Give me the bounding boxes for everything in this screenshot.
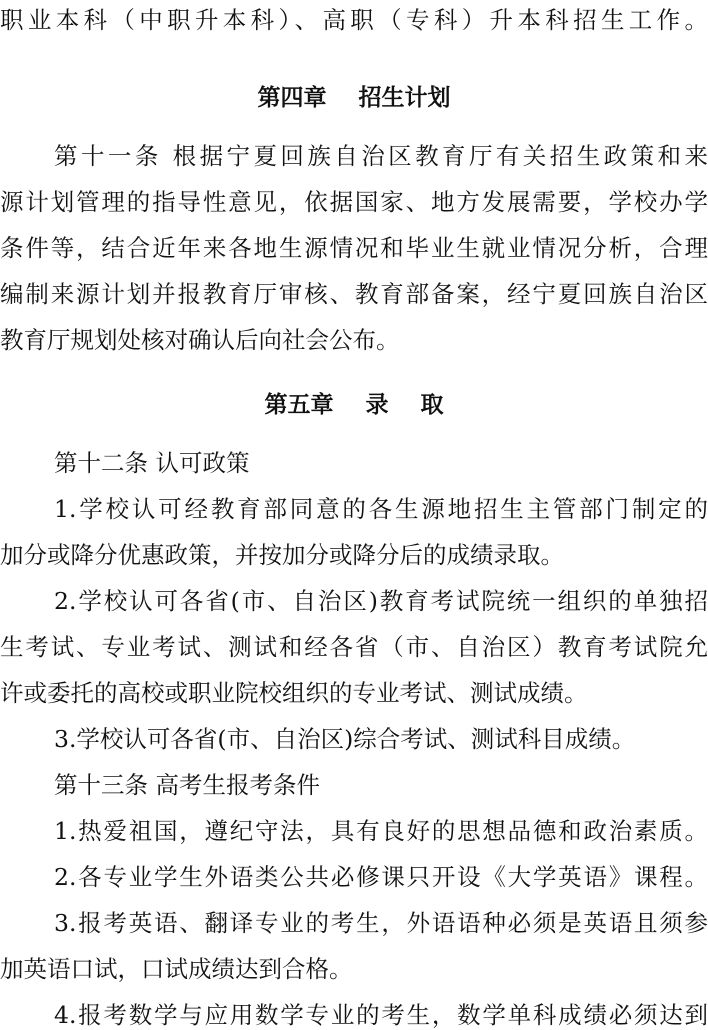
article-12-item-3: 3.学校认可各省(市、自治区)综合考试、测试科目成绩。 [54, 725, 636, 753]
chapter-5-title: 第五章 录 取 [264, 392, 444, 418]
article-12-item-2-line-1: 2.学校认可各省(市、自治区)教育考试院统一组织的单独招 [54, 587, 708, 615]
article-12-item-2-line-3: 许或委托的高校或职业院校组织的专业考试、测试成绩。 [0, 679, 588, 707]
article-13-item-1: 1.热爱祖国，遵纪守法，具有良好的思想品德和政治素质。 [54, 817, 708, 845]
article-12-heading: 第十二条 认可政策 [54, 449, 250, 477]
article-12-item-1-line-2: 加分或降分优惠政策，并按加分或降分后的成绩录取。 [0, 541, 564, 569]
article-13-heading: 第十三条 高考生报考条件 [54, 771, 320, 799]
article-11-line-1: 第十一条 根据宁夏回族自治区教育厅有关招生政策和来 [54, 142, 708, 170]
article-13-item-3-line-2: 加英语口试，口试成绩达到合格。 [0, 955, 353, 983]
article-11-line-4: 编制来源计划并报教育厅审核、教育部备案，经宁夏回族自治区 [0, 280, 708, 308]
article-12-item-1-line-1: 1.学校认可经教育部同意的各生源地招生主管部门制定的 [54, 495, 708, 523]
article-11-line-2: 源计划管理的指导性意见，依据国家、地方发展需要，学校办学 [0, 188, 708, 216]
article-11-line-5: 教育厅规划处核对确认后向社会公布。 [0, 326, 400, 354]
article-11-line-3: 条件等，结合近年来各地生源情况和毕业生就业情况分析，合理 [0, 234, 708, 262]
chapter-4-title: 第四章 招生计划 [257, 85, 451, 111]
article-13-item-4-line-1: 4.报考数学与应用数学专业的考生，数学单科成绩必须达到 [54, 1001, 708, 1029]
article-13-item-3-line-1: 3.报考英语、翻译专业的考生，外语语种必须是英语且须参 [54, 909, 708, 937]
article-13-item-2: 2.各专业学生外语类公共必修课只开设《大学英语》课程。 [54, 863, 708, 891]
intro-tail-line: 职业本科（中职升本科）、高职（专科）升本科招生工作。 [0, 6, 708, 34]
article-12-item-2-line-2: 生考试、专业考试、测试和经各省（市、自治区）教育考试院允 [0, 633, 708, 661]
